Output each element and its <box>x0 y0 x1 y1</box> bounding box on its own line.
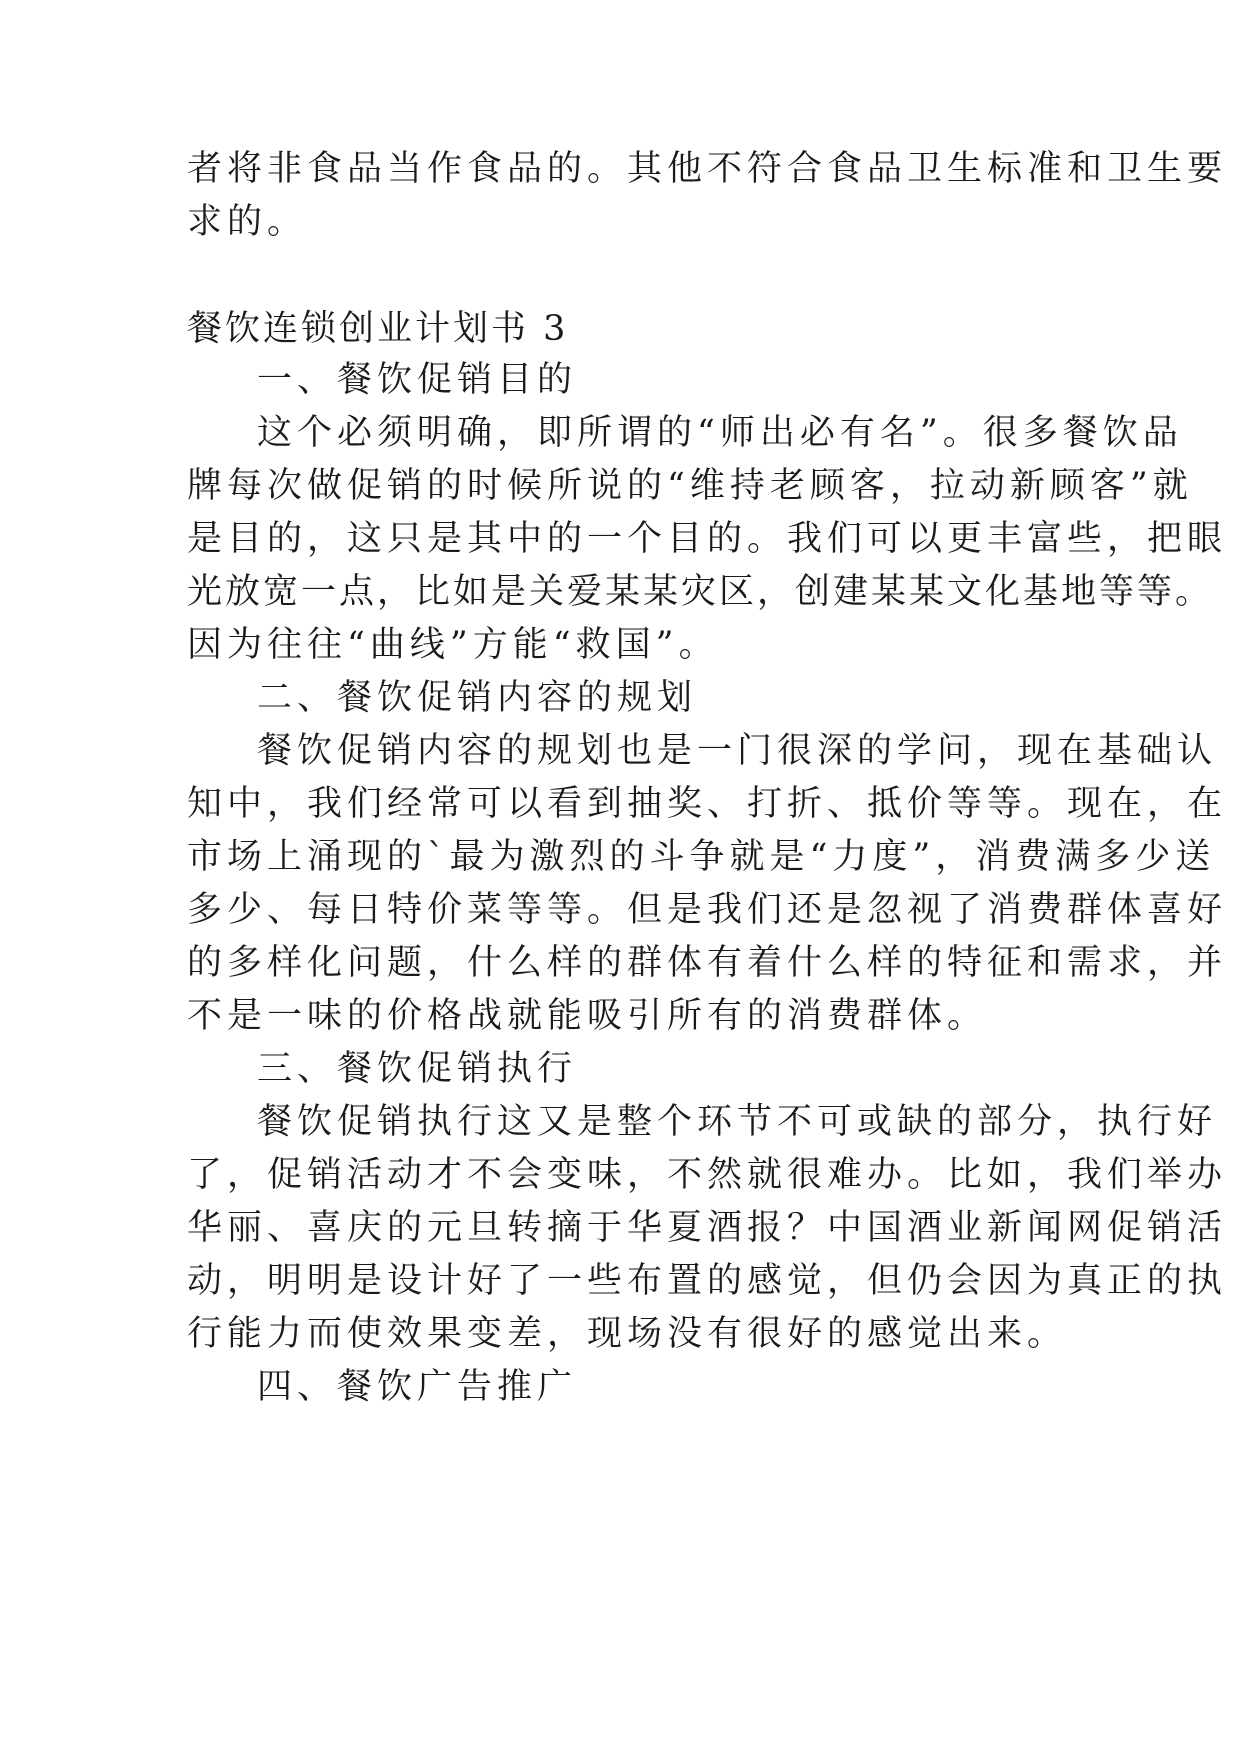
section-heading: 一、餐饮促销目的 <box>257 360 578 400</box>
paragraph-line: 因为往往“曲线”方能“救国”。 <box>187 625 719 665</box>
section-heading: 三、餐饮促销执行 <box>257 1049 578 1089</box>
paragraph-line: 不是一味的价格战就能吸引所有的消费群体。 <box>187 996 988 1036</box>
paragraph-line: 餐饮促销执行这又是整个环节不可或缺的部分，执行好 <box>257 1102 1218 1142</box>
paragraph-line: 者将非食品当作食品的。其他不符合食品卫生标准和卫生要 <box>187 149 1228 189</box>
paragraph-line: 了，促销活动才不会变味，不然就很难办。比如，我们举办 <box>187 1155 1228 1195</box>
paragraph-line: 是目的，这只是其中的一个目的。我们可以更丰富些，把眼 <box>187 519 1228 559</box>
paragraph-line: 知中，我们经常可以看到抽奖、打折、抵价等等。现在，在 <box>187 784 1228 824</box>
paragraph-line: 多少、每日特价菜等等。但是我们还是忽视了消费群体喜好 <box>187 890 1228 930</box>
paragraph-line: 餐饮促销内容的规划也是一门很深的学问，现在基础认 <box>257 731 1218 771</box>
paragraph-line: 动，明明是设计好了一些布置的感觉，但仍会因为真正的执 <box>187 1261 1228 1301</box>
section-heading: 二、餐饮促销内容的规划 <box>257 678 698 718</box>
paragraph-line: 的多样化问题，什么样的群体有着什么样的特征和需求，并 <box>187 943 1228 983</box>
paragraph-line: 这个必须明确，即所谓的“师出必有名”。很多餐饮品 <box>257 413 1183 453</box>
section-heading: 四、餐饮广告推广 <box>257 1367 578 1407</box>
paragraph-line: 光放宽一点，比如是关爱某某灾区，创建某某文化基地等等。 <box>187 572 1214 612</box>
paragraph-line: 市场上涌现的`最为激烈的斗争就是“力度”，消费满多少送 <box>187 837 1216 877</box>
paragraph-line: 行能力而使效果变差，现场没有很好的感觉出来。 <box>187 1314 1068 1354</box>
paragraph-line: 华丽、喜庆的元旦转摘于华夏酒报？中国酒业新闻网促销活 <box>187 1208 1228 1248</box>
paragraph-line: 求的。 <box>187 202 308 242</box>
paragraph-line: 牌每次做促销的时候所说的“维持老顾客，拉动新顾客”就 <box>187 466 1193 506</box>
section-title: 餐饮连锁创业计划书 3 <box>187 309 569 349</box>
